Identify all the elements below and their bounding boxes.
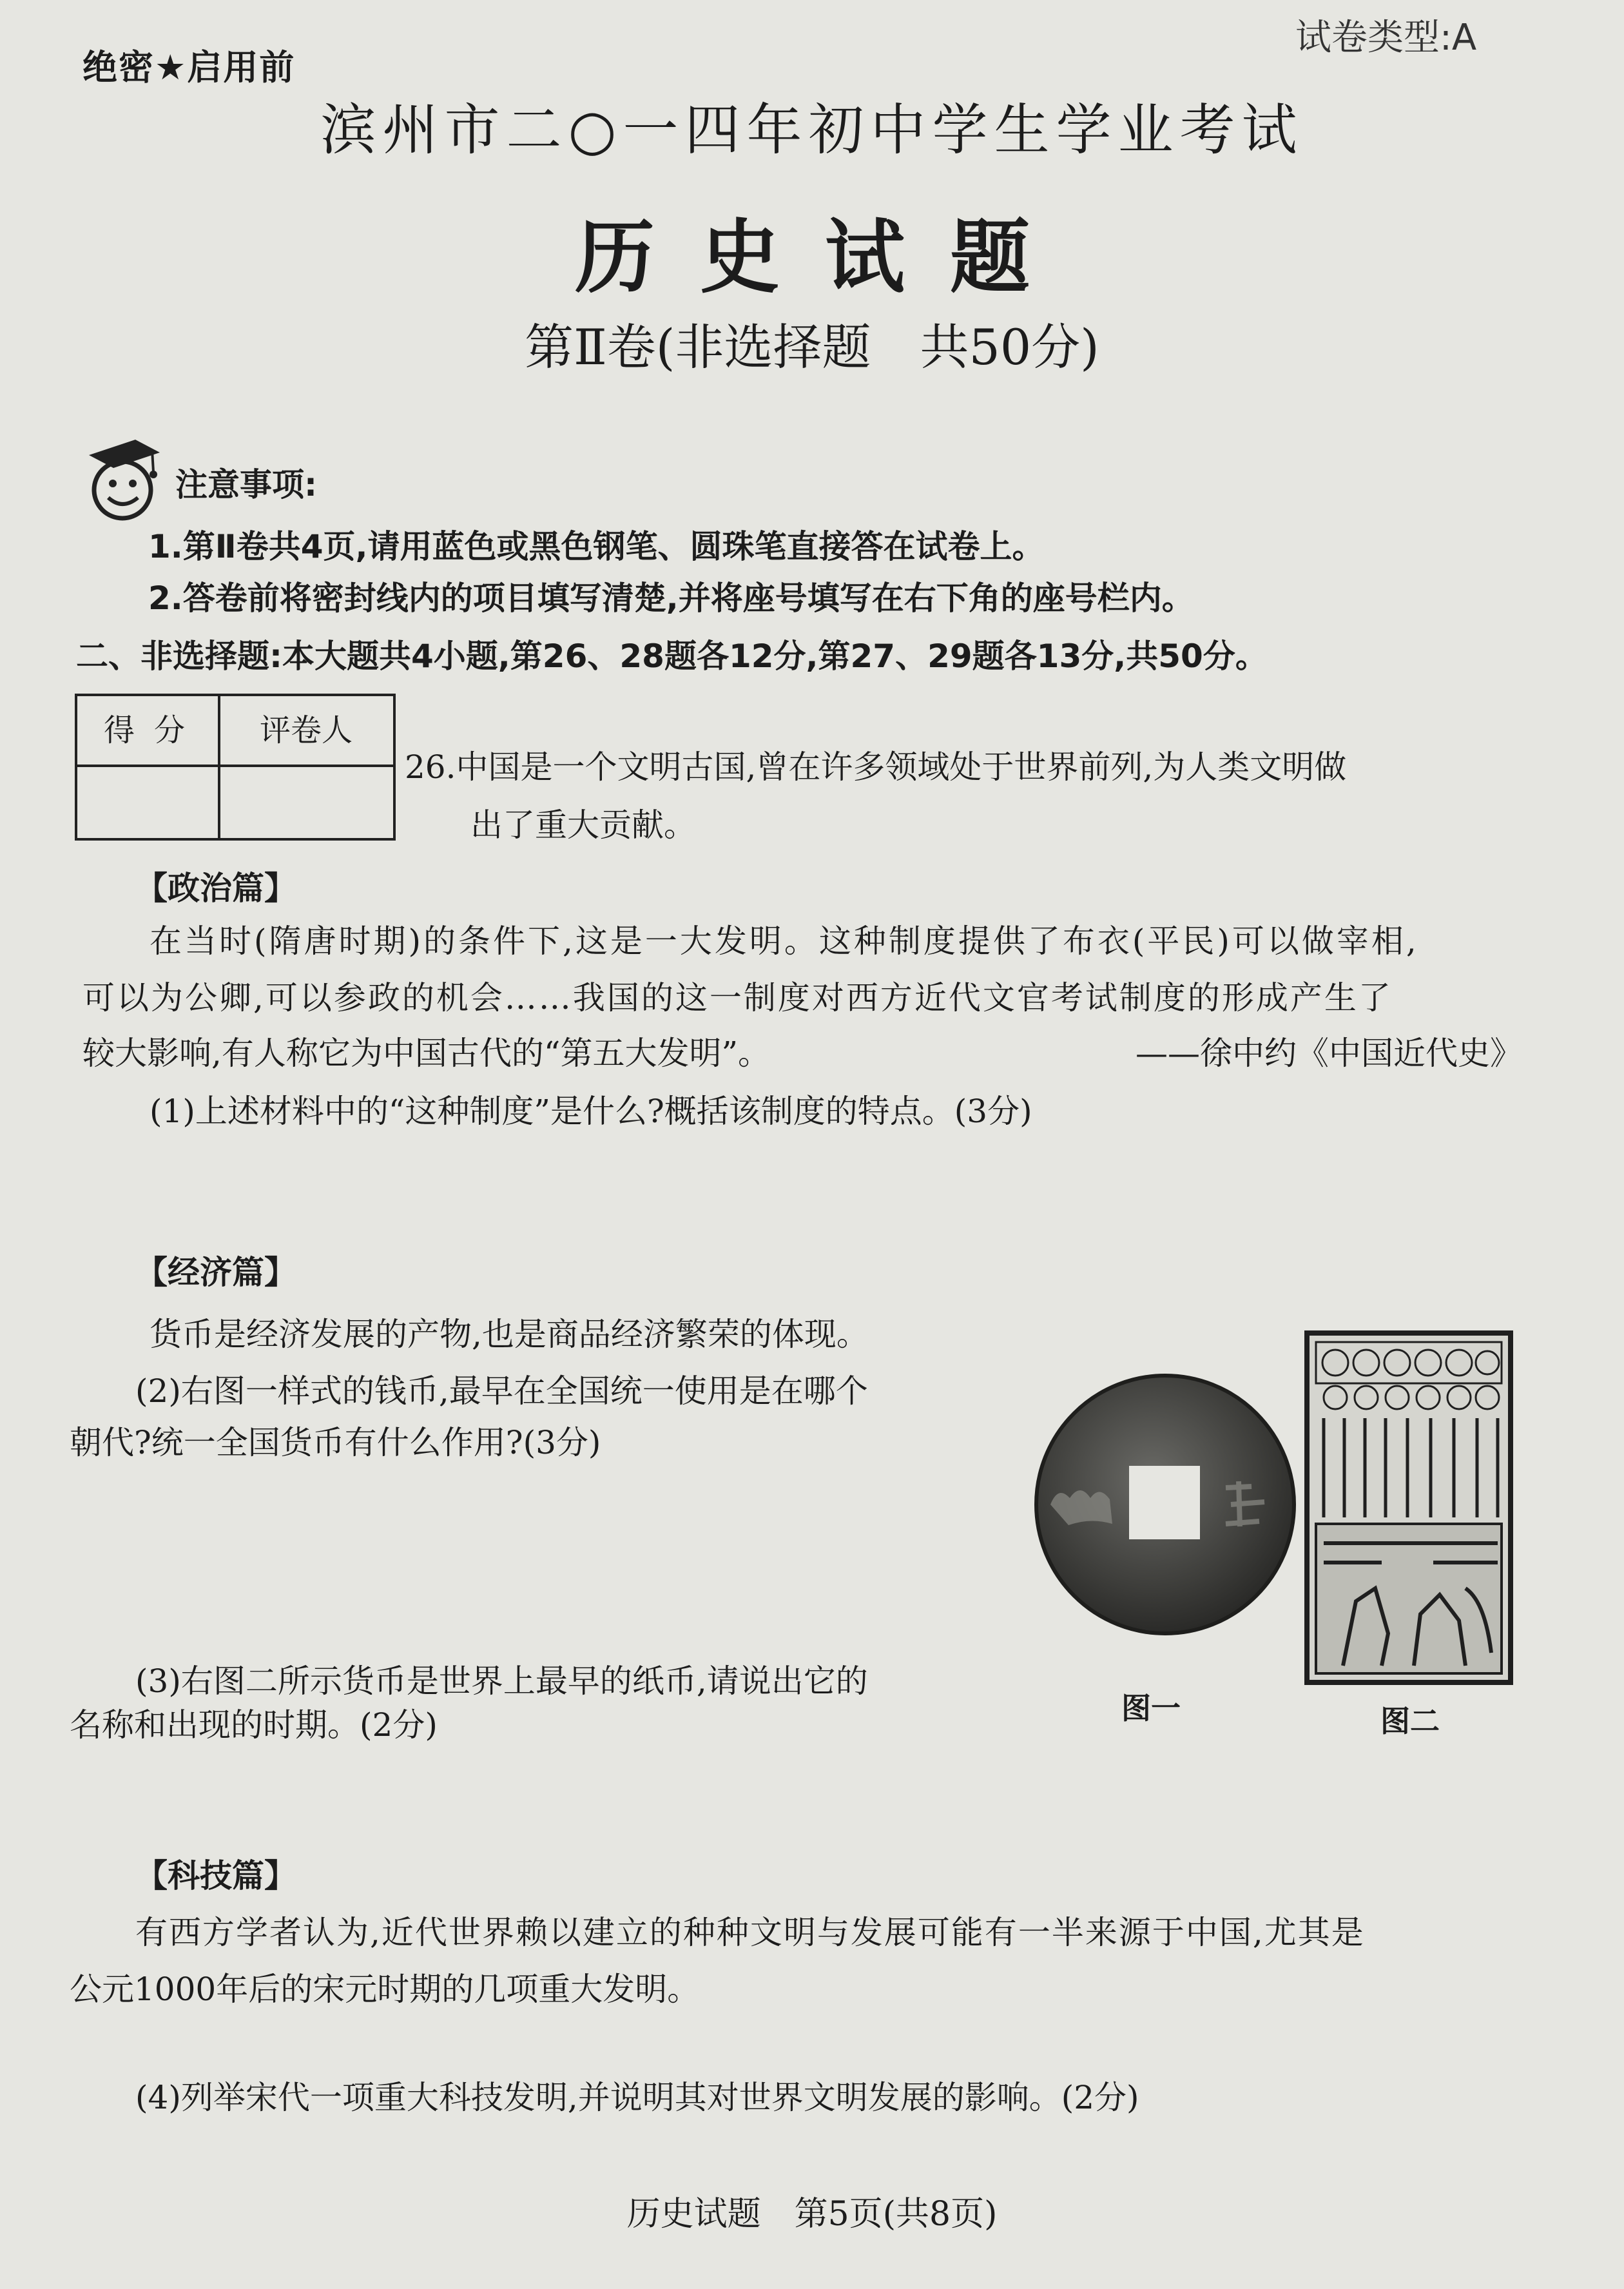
figure-2-caption: 图二 (1380, 1704, 1440, 1739)
question-1: (1)上述材料中的“这种制度”是什么?概括该制度的特点。(3分) (150, 1093, 1032, 1130)
score-column-header: 得分 (103, 712, 204, 748)
question-2: 朝代?统一全国货币有什么作用?(3分) (70, 1424, 601, 1461)
grader-column-header: 评卷人 (259, 712, 353, 748)
question-2: (2)右图一样式的钱币,最早在全国统一使用是在哪个 (135, 1372, 868, 1410)
economy-material: 货币是经济发展的产物,也是商品经济繁荣的体现。 (150, 1316, 869, 1353)
ancient-coin-image (1032, 1372, 1298, 1637)
smiley-graduate-icon (76, 431, 173, 527)
question-3: (3)右图二所示货币是世界上最早的纸币,请说出它的 (135, 1662, 868, 1700)
part-header: 二、非选择题:本大题共4小题,第26、28题各12分,第27、29题各13分,共50分。 (76, 638, 1268, 675)
economy-heading: 【经济篇】 (135, 1254, 296, 1291)
page-footer: 历史试题 第5页(共8页) (626, 2195, 998, 2234)
question-4: (4)列举宋代一项重大科技发明,并说明其对世界文明发展的影响。(2分) (135, 2079, 1139, 2116)
confidential-label: 绝密★启用前 (82, 47, 296, 88)
score-box (75, 694, 396, 841)
score-box-divider (218, 696, 220, 838)
politics-material: 在当时(隋唐时期)的条件下,这是一大发明。这种制度提供了布衣(平民)可以做宰相, (150, 922, 1419, 960)
question-3: 名称和出现的时期。(2分) (70, 1706, 438, 1744)
section-title: 第Ⅱ卷(非选择题 共50分) (525, 318, 1099, 376)
question-26-text: 26.中国是一个文明古国,曾在许多领域处于世界前列,为人类文明做 (405, 748, 1347, 786)
score-box-divider (77, 765, 393, 767)
politics-material: 较大影响,有人称它为中国古代的“第五大发明”。 (82, 1035, 771, 1072)
material-source: ——徐中约《中国近代史》 (1136, 1035, 1522, 1072)
page-title: 历史试题 (574, 211, 1075, 304)
politics-heading: 【政治篇】 (135, 870, 296, 907)
tech-material: 公元1000年后的宋元时期的几项重大发明。 (70, 1971, 700, 2008)
exam-name: 滨州市二○一四年初中学生学业考试 (320, 98, 1304, 162)
jiaozi-paper-money-image (1304, 1330, 1513, 1685)
notice-title: 注意事项: (175, 466, 317, 503)
tech-material: 有西方学者认为,近代世界赖以建立的种种文明与发展可能有一半来源于中国,尤其是 (135, 1914, 1365, 1951)
politics-material: 可以为公卿,可以参政的机会……我国的这一制度对西方近代文官考试制度的形成产生了 (82, 979, 1393, 1017)
question-26-text: 出了重大贡献。 (470, 806, 696, 844)
notice-item: 1.第Ⅱ卷共4页,请用蓝色或黑色钢笔、圆珠笔直接答在试卷上。 (148, 528, 1045, 565)
figure-1-caption: 图一 (1121, 1691, 1181, 1726)
tech-heading: 【科技篇】 (135, 1857, 296, 1895)
paper-type-label: 试卷类型:A (1295, 17, 1477, 59)
notice-item: 2.答卷前将密封线内的项目填写清楚,并将座号填写在右下角的座号栏内。 (148, 580, 1194, 617)
